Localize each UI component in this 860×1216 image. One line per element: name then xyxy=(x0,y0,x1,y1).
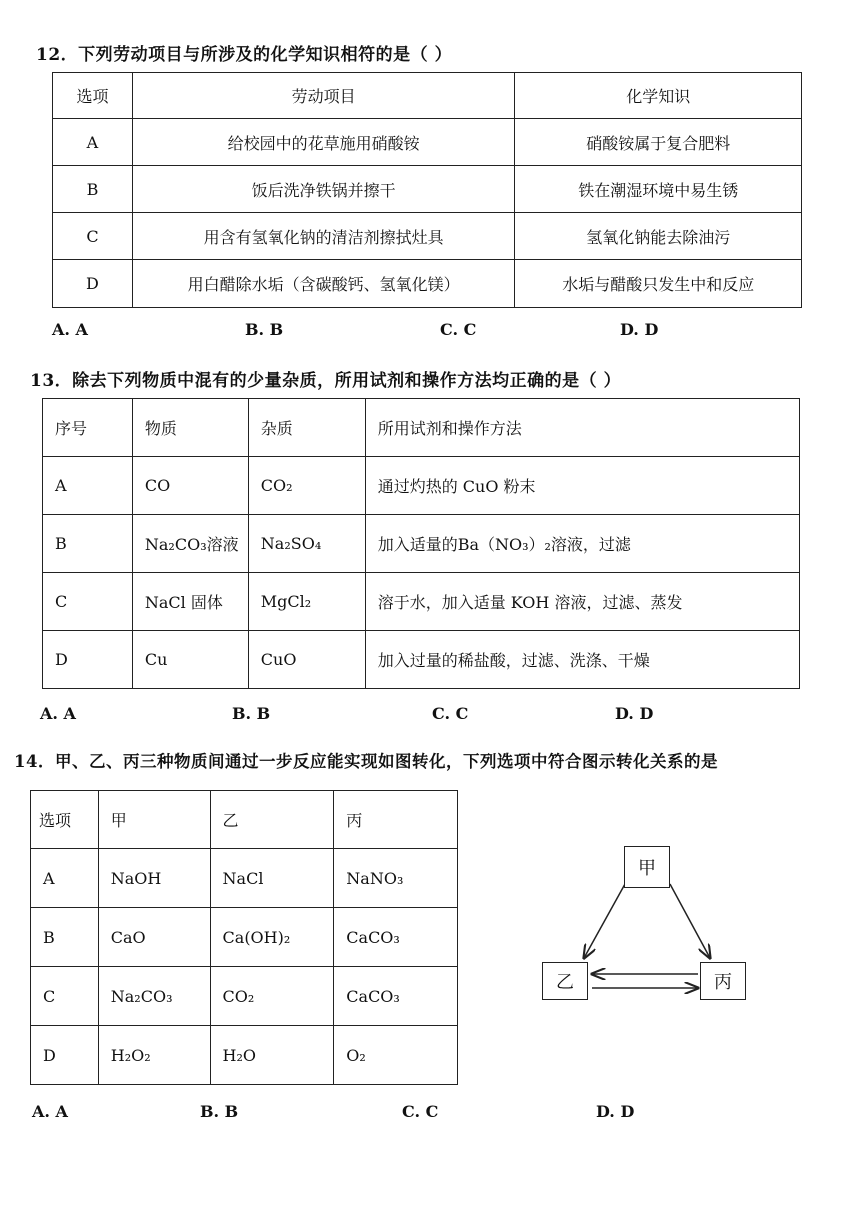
table-row xyxy=(53,213,802,260)
table-cell: A xyxy=(31,849,99,908)
table-cell: 铁在潮湿环境中易生锈 xyxy=(515,166,802,213)
question-14-options xyxy=(0,1102,860,1126)
question-12-stem: 12．下列劳动项目与所涉及的化学知识相符的是（ ） xyxy=(36,45,453,65)
conversion-diagram xyxy=(520,840,780,1020)
question-12-options xyxy=(0,320,860,344)
table-cell: Cu xyxy=(132,631,248,689)
table-cell: D xyxy=(43,631,133,689)
option-d[interactable]: D. D xyxy=(615,704,654,723)
table-header: 所用试剂和操作方法 xyxy=(365,399,799,457)
table-cell: B xyxy=(43,515,133,573)
table-cell: MgCl₂ xyxy=(248,573,365,631)
diagram-node-jia: 甲 xyxy=(624,846,670,888)
table-cell: Ca(OH)₂ xyxy=(210,908,334,967)
table-row xyxy=(31,849,458,908)
table-row xyxy=(43,573,800,631)
table-cell: 饭后洗净铁锅并擦干 xyxy=(132,166,514,213)
table-cell: CaO xyxy=(98,908,210,967)
table-cell: H₂O xyxy=(210,1026,334,1085)
table-cell: 通过灼热的 CuO 粉末 xyxy=(365,457,799,515)
table-cell: 用含有氢氧化钠的清洁剂擦拭灶具 xyxy=(132,213,514,260)
table-row xyxy=(53,166,802,213)
question-12-table xyxy=(52,72,802,308)
diagram-node-bing: 丙 xyxy=(700,962,746,1000)
option-b[interactable]: B. B xyxy=(232,704,271,723)
table-row xyxy=(43,631,800,689)
table-cell: D xyxy=(31,1026,99,1085)
table-row xyxy=(53,260,802,308)
table-cell: NaCl xyxy=(210,849,334,908)
table-header: 乙 xyxy=(210,791,334,849)
question-14-table xyxy=(30,790,458,1085)
option-a[interactable]: A. A xyxy=(40,704,76,723)
table-cell: CaCO₃ xyxy=(334,908,458,967)
table-row xyxy=(53,119,802,166)
table-cell: CaCO₃ xyxy=(334,967,458,1026)
table-cell: 溶于水，加入适量 KOH 溶液，过滤、蒸发 xyxy=(365,573,799,631)
table-cell: NaOH xyxy=(98,849,210,908)
question-14-stem: 14．甲、乙、丙三种物质间通过一步反应能实现如图转化，下列选项中符合图示转化关系的是 xyxy=(14,752,718,771)
question-13-table xyxy=(42,398,800,689)
table-cell: 硝酸铵属于复合肥料 xyxy=(515,119,802,166)
table-cell: B xyxy=(31,908,99,967)
table-cell: Na₂SO₄ xyxy=(248,515,365,573)
table-header: 丙 xyxy=(334,791,458,849)
table-header: 甲 xyxy=(98,791,210,849)
option-b[interactable]: B. B xyxy=(245,320,284,339)
table-row xyxy=(31,908,458,967)
table-cell: A xyxy=(43,457,133,515)
table-cell: NaNO₃ xyxy=(334,849,458,908)
table-header: 选项 xyxy=(31,791,99,849)
table-header: 序号 xyxy=(43,399,133,457)
table-cell: CO xyxy=(132,457,248,515)
table-cell: H₂O₂ xyxy=(98,1026,210,1085)
table-cell: C xyxy=(53,213,133,260)
table-row xyxy=(43,457,800,515)
table-cell: C xyxy=(31,967,99,1026)
table-cell: 用白醋除水垢（含碳酸钙、氢氧化镁） xyxy=(132,260,514,308)
table-header: 选项 xyxy=(53,73,133,119)
option-b[interactable]: B. B xyxy=(200,1102,239,1121)
table-row xyxy=(31,967,458,1026)
table-header: 化学知识 xyxy=(515,73,802,119)
table-cell: CO₂ xyxy=(210,967,334,1026)
table-cell: O₂ xyxy=(334,1026,458,1085)
table-cell: D xyxy=(53,260,133,308)
table-cell: A xyxy=(53,119,133,166)
table-cell: B xyxy=(53,166,133,213)
question-13-options xyxy=(0,704,860,728)
table-cell: 加入适量的Ba（NO₃）₂溶液，过滤 xyxy=(365,515,799,573)
question-13-stem: 13．除去下列物质中混有的少量杂质，所用试剂和操作方法均正确的是（ ） xyxy=(30,371,622,391)
option-a[interactable]: A. A xyxy=(52,320,88,339)
table-cell: CuO xyxy=(248,631,365,689)
table-header: 杂质 xyxy=(248,399,365,457)
table-header: 物质 xyxy=(132,399,248,457)
option-a[interactable]: A. A xyxy=(32,1102,68,1121)
table-cell: 氢氧化钠能去除油污 xyxy=(515,213,802,260)
table-row xyxy=(31,1026,458,1085)
table-cell: C xyxy=(43,573,133,631)
table-cell: CO₂ xyxy=(248,457,365,515)
option-d[interactable]: D. D xyxy=(596,1102,635,1121)
option-d[interactable]: D. D xyxy=(620,320,659,339)
table-cell: 加入过量的稀盐酸，过滤、洗涤、干燥 xyxy=(365,631,799,689)
table-cell: NaCl 固体 xyxy=(132,573,248,631)
table-cell: 水垢与醋酸只发生中和反应 xyxy=(515,260,802,308)
diagram-node-yi: 乙 xyxy=(542,962,588,1000)
option-c[interactable]: C. C xyxy=(402,1102,439,1121)
table-header: 劳动项目 xyxy=(132,73,514,119)
table-row xyxy=(43,515,800,573)
option-c[interactable]: C. C xyxy=(440,320,477,339)
table-cell: Na₂CO₃ xyxy=(98,967,210,1026)
option-c[interactable]: C. C xyxy=(432,704,469,723)
table-cell: 给校园中的花草施用硝酸铵 xyxy=(132,119,514,166)
table-cell: Na₂CO₃溶液 xyxy=(132,515,248,573)
